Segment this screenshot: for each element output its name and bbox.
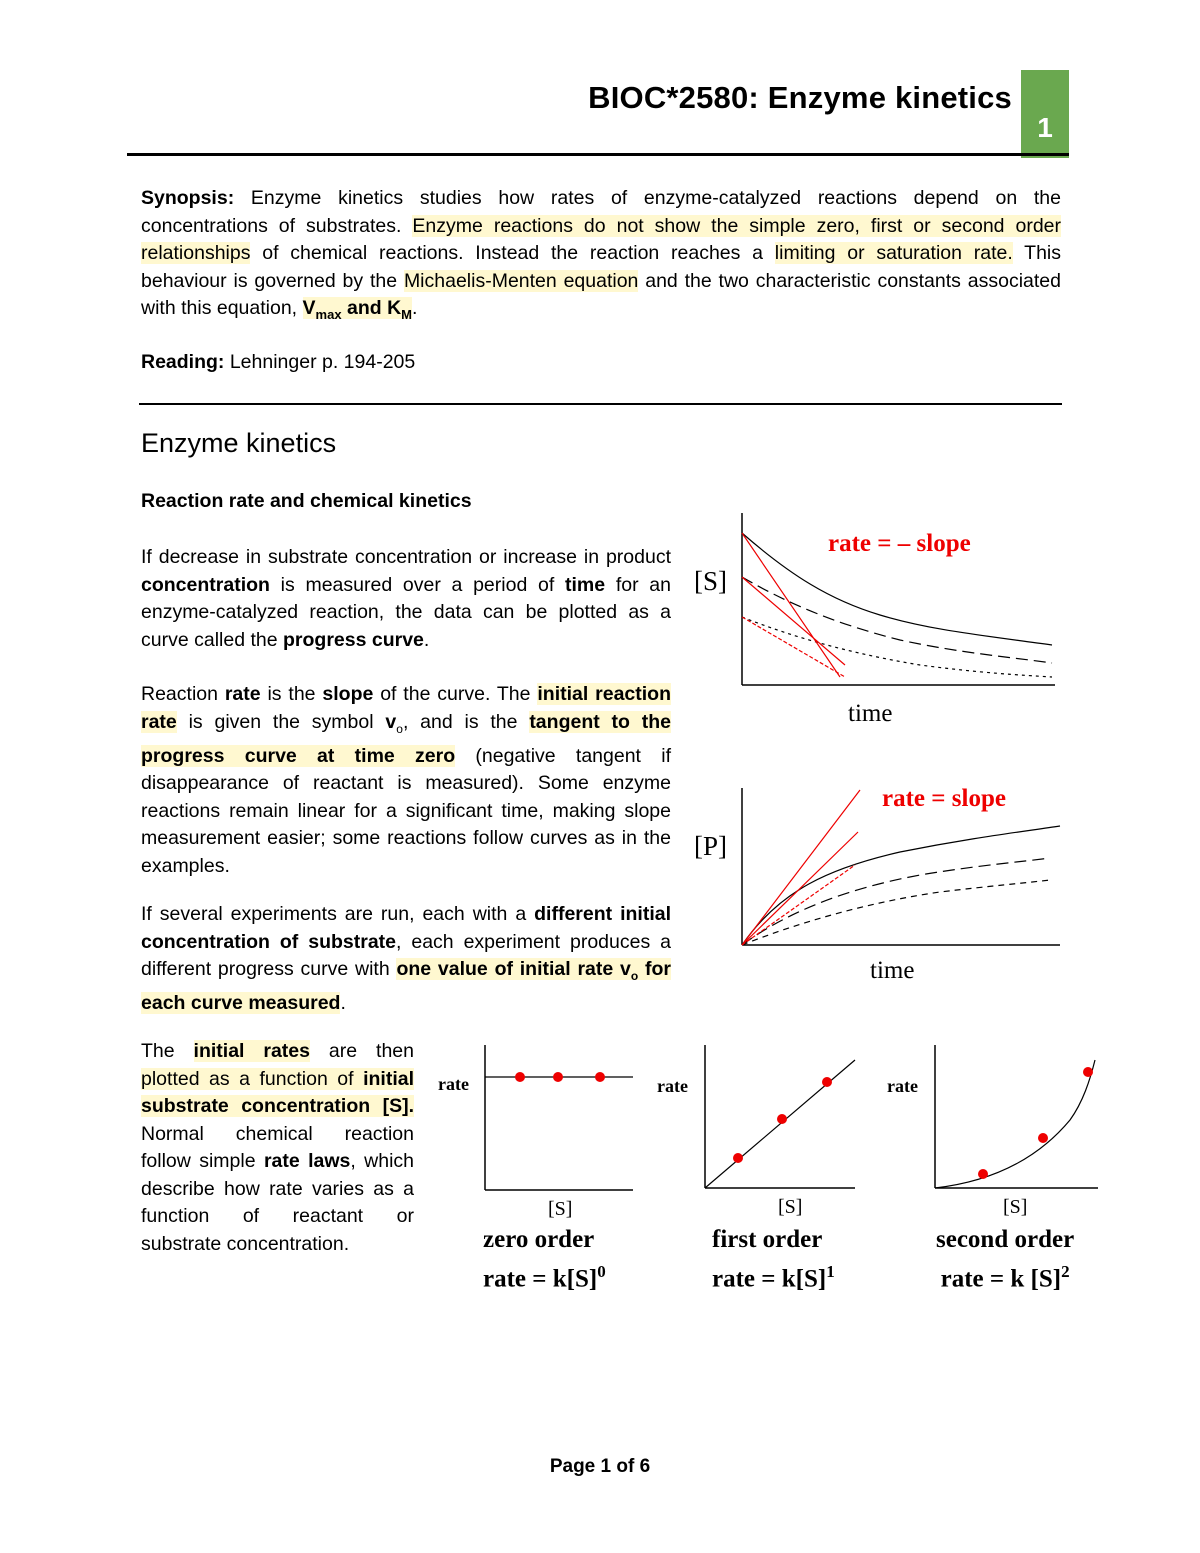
data-point	[822, 1077, 832, 1087]
header-divider	[127, 153, 1069, 156]
data-point	[777, 1114, 787, 1124]
second-order-caption: second order rate = k $[S]^2$	[936, 1226, 1075, 1293]
tangent-line-2	[742, 577, 845, 665]
x-axis-label: time	[848, 700, 893, 727]
second-order-graph	[885, 1040, 1100, 1225]
synopsis-label: Synopsis:	[141, 187, 235, 209]
product-progress-graph	[680, 780, 1070, 990]
paragraph-experiments: If several experiments are run, each with a different initial concentration of substrate, each experiment produces a different progress curve with one value of initial rate $v_o$ for each curve measured.	[141, 903, 671, 1015]
highlight: Michaelis-Menten equation	[403, 269, 639, 292]
first-order-caption: first order rate = $k[S]^1$	[712, 1226, 835, 1293]
x-axis-label: [S]	[1003, 1196, 1028, 1218]
data-point	[733, 1153, 743, 1163]
paragraph-initial-rates: The initial rates are then plotted as a function of initial substrate concentration [S]. Normal chemical reaction follow simple rate laws, which describe how rate varies as a function of reactant or substrate concentration.	[141, 1040, 414, 1255]
tangent-line-1	[742, 790, 860, 945]
data-point	[1038, 1133, 1048, 1143]
paragraph-reaction-rate: Reaction rate is the slope of the curve. The initial reaction rate is given the symbol $v_o$, and is the tangent to the progress curve at time zero (negative tangent if disappearance of reactant is measured). Some enzyme reactions remain linear for a significant time, making slope measurement easier; some reactions follow curves as in the examples.	[141, 683, 671, 877]
zero-order-caption: zero order rate = $k[S]^0$	[483, 1226, 606, 1293]
tangent-line-2	[742, 832, 858, 945]
y-axis-label: rate	[657, 1076, 688, 1096]
synopsis: Synopsis: Enzyme kinetics studies how rates of enzyme-catalyzed reactions depend on the concentrations of substrates. Enzyme reactions do not show the simple zero, first or second order relationships of chemical reactions. Instead the reaction reaches a limiting or saturation rate. This behaviour is governed by the Michaelis-Menten equation and the two characteristic constants associated with this equation, $V_{max}$ and $K_M$.	[141, 187, 1062, 322]
x-axis-label: [S]	[778, 1196, 803, 1218]
zero-order-graph	[430, 1040, 640, 1225]
reading: Reading: Lehninger p. 194-205	[141, 351, 416, 373]
substrate-progress-graph	[680, 505, 1070, 730]
section-divider	[139, 403, 1062, 405]
y-axis-label: rate	[887, 1076, 918, 1096]
progress-curve-2	[742, 858, 1050, 945]
tangent-line-1	[742, 533, 840, 677]
section-subheading: Reaction rate and chemical kinetics	[141, 490, 472, 512]
highlight: limiting or saturation rate.	[774, 242, 1013, 264]
tangent-line-3	[742, 865, 855, 945]
highlight: Enzyme reactions do not show the simple zero, first or second order relationships	[141, 214, 1062, 264]
page-title: BIOC*2580: Enzyme kinetics	[588, 80, 1012, 115]
y-axis-label: rate	[438, 1074, 469, 1094]
y-axis-label: [S]	[694, 566, 727, 596]
x-axis-label: time	[870, 957, 915, 984]
rate-curve	[935, 1060, 1095, 1188]
section-heading: Enzyme kinetics	[141, 428, 337, 458]
data-point	[515, 1072, 525, 1082]
data-point	[978, 1169, 988, 1179]
first-order-graph	[655, 1040, 865, 1225]
synopsis-text: of chemical reactions. Instead the reaction reaches a	[250, 242, 775, 264]
synopsis-text: and the two characteristic constants associated with this equation,	[141, 269, 1061, 319]
data-point	[553, 1072, 563, 1082]
data-point	[1083, 1067, 1093, 1077]
annotation: rate = slope	[882, 785, 1006, 812]
progress-curve-3	[742, 617, 1052, 677]
page-number: 1	[1037, 112, 1053, 143]
progress-curve-1	[742, 826, 1060, 945]
x-axis-label: [S]	[548, 1198, 573, 1220]
vmax-km: $V_{max}$ and $K_M$	[302, 297, 412, 322]
y-axis-label: [P]	[694, 831, 727, 861]
synopsis-text: This behaviour is governed by the	[141, 242, 1062, 292]
paragraph-progress-curve: If decrease in substrate concentration or increase in product concentration is measured over a period of time for an enzyme-catalyzed reaction, the data can be plotted as a curve called the progress curve.	[141, 546, 671, 651]
annotation: rate = – slope	[828, 530, 971, 557]
data-point	[595, 1072, 605, 1082]
synopsis-text: Enzyme kinetics studies how rates of enzyme-catalyzed reactions depend on the concentrations of substrates.	[141, 187, 1061, 237]
rate-line	[705, 1060, 855, 1188]
page-number-badge	[1021, 70, 1069, 158]
page-footer: Page 1 of 6	[549, 1456, 651, 1477]
tangent-line-3	[742, 617, 845, 677]
